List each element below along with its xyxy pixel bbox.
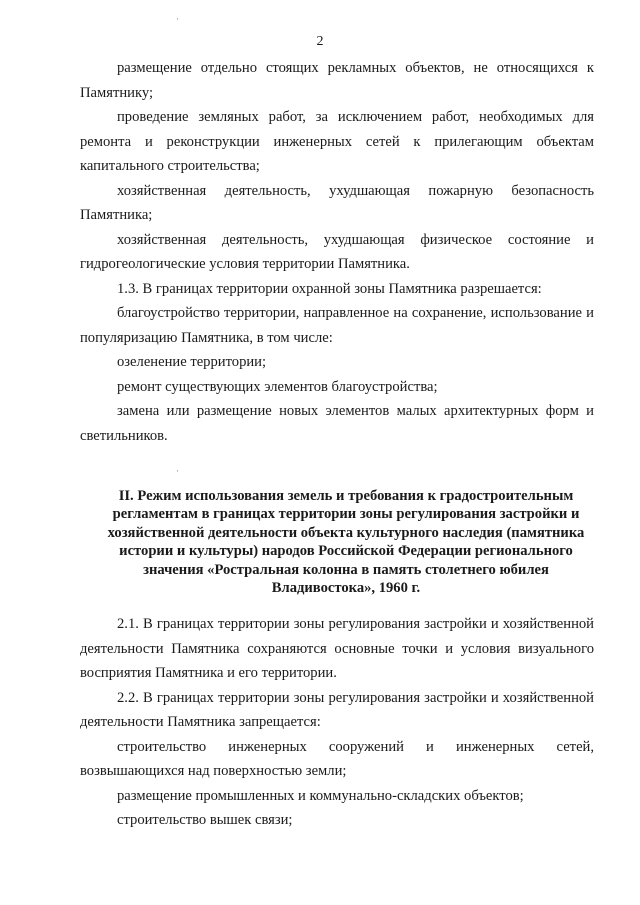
paragraph: хозяйственная деятельность, ухудшающая физическое состояние и гидрогеологические условия территории Памятника. bbox=[80, 231, 594, 272]
paragraph: благоустройство территории, направленное на сохранение, использование и популяризацию Памятника, в том числе: bbox=[80, 305, 594, 346]
paragraph: строительство инженерных сооружений и инженерных сетей, возвышающихся над поверхностью земли; bbox=[80, 738, 594, 779]
scan-speck: · bbox=[176, 14, 179, 24]
paragraph: озеленение территории; bbox=[117, 354, 267, 370]
paragraph: 1.3. В границах территории охранной зоны Памятника разрешается: bbox=[117, 280, 542, 297]
paragraph: размещение отдельно стоящих рекламных объектов, не относящихся к Памятнику; bbox=[80, 60, 594, 101]
paragraph: хозяйственная деятельность, ухудшающая пожарную безопасность Памятника; bbox=[80, 182, 594, 223]
page-number: 2 bbox=[316, 34, 324, 49]
paragraph: размещение промышленных и коммунально-складских объектов; bbox=[117, 787, 524, 804]
section-1-text bbox=[80, 56, 594, 448]
paragraph: проведение земляных работ, за исключением работ, необходимых для ремонта и реконструкции инженерных сетей к прилегающим объектам капитального строительства; bbox=[80, 109, 594, 174]
paragraph: замена или размещение новых элементов малых архитектурных форм и светильников. bbox=[80, 403, 594, 444]
paragraph: 2.2. В границах территории зоны регулирования застройки и хозяйственной деятельности Памятника запрещается: bbox=[80, 689, 594, 730]
paragraph: 2.1. В границах территории зоны регулирования застройки и хозяйственной деятельности Памятника сохраняются основные точки и условия визуального восприятия Памятника и его территории. bbox=[80, 616, 594, 681]
section-2-text bbox=[80, 612, 594, 833]
paragraph: ремонт существующих элементов благоустройства; bbox=[117, 378, 438, 395]
scan-speck: · bbox=[176, 466, 179, 476]
paragraph: строительство вышек связи; bbox=[117, 812, 293, 828]
section-heading: II. Режим использования земель и требования к градостроительным регламентам в границах территории зоны регулирования застройки и хозяйственной деятельности объекта культурного наследия (памятника истории и культуры) народов Российской Федерации регионального значения «Ростральная колонна в память столетнего юбилея Владивостока», 1960 г. bbox=[107, 488, 585, 597]
